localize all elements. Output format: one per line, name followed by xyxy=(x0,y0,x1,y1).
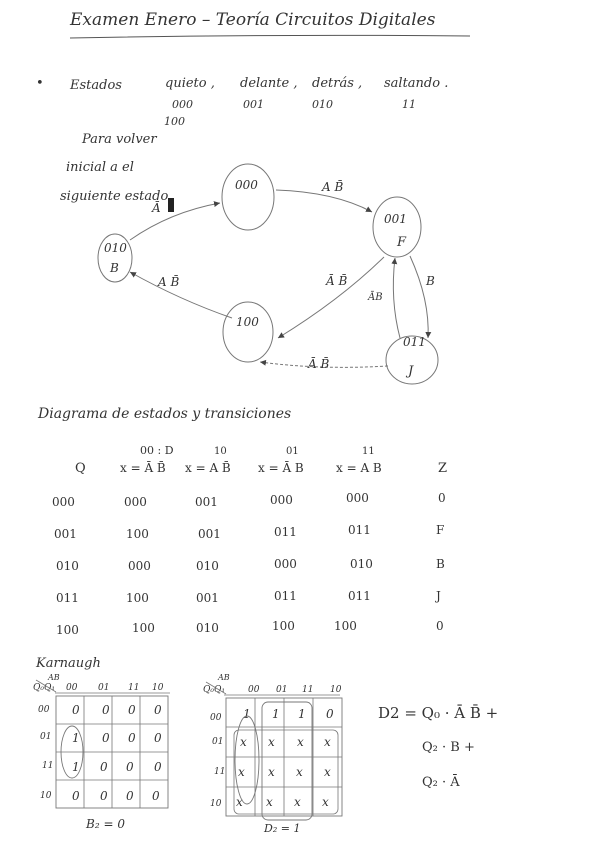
kmap1-caption: B₂ = 0 xyxy=(86,817,125,831)
kmap1-cell: 0 xyxy=(72,703,80,717)
bullet: • xyxy=(36,76,44,91)
kmap2-cell: x xyxy=(324,765,331,779)
kmap1-cell: 0 xyxy=(128,731,136,745)
saltando-code: 11 xyxy=(402,98,416,111)
table-cell: 000 xyxy=(124,495,147,509)
note-line-2: inicial a el xyxy=(66,160,134,175)
page-title: Examen Enero – Teoría Circuitos Digitales xyxy=(70,10,436,30)
table-cell: 100 xyxy=(126,527,149,541)
state-detras: detrás , xyxy=(312,76,363,91)
table-cell: 000 xyxy=(270,493,293,507)
table-cell: 000 xyxy=(128,559,151,573)
kmap1-col: 10 xyxy=(152,683,164,693)
table-cell: 001 xyxy=(198,527,221,541)
kmap1-cell: 0 xyxy=(154,731,162,745)
kmap1-cell: 0 xyxy=(72,789,80,803)
edge-label-a-bbar-2: A B̄ xyxy=(158,275,180,289)
table-cell: 100 xyxy=(126,591,149,605)
col-code-3: 01 xyxy=(286,446,299,457)
delante-code: 001 xyxy=(243,98,264,111)
table-cell: 011 xyxy=(56,591,79,605)
kmap2-cell: x xyxy=(322,795,329,809)
kmap2-cell: x xyxy=(294,795,301,809)
edge-label-abar-b: ĀB xyxy=(368,292,383,303)
header-z: Z xyxy=(438,461,448,476)
kmap1-row: 11 xyxy=(42,761,54,771)
col-code-2: 10 xyxy=(214,446,227,457)
kmap2-cells xyxy=(236,707,334,809)
header-x3: x = Ā B xyxy=(258,461,304,475)
table-cell: 000 xyxy=(274,557,297,571)
header-x4: x = A B xyxy=(336,461,382,475)
kmap1-cell: 1 xyxy=(72,760,80,774)
estados-label: Estados xyxy=(70,78,122,93)
state-name-j: J xyxy=(408,364,414,379)
kmap2-cell: x xyxy=(238,765,245,779)
equation-line-2: Q₂ · B + xyxy=(422,740,475,755)
quieto-code-1: 000 xyxy=(172,98,193,111)
kmap1-cell: 0 xyxy=(126,789,134,803)
col-code-1: 00 : D xyxy=(140,444,174,457)
header-q: Q xyxy=(75,461,86,476)
header-x2: x = A B̄ xyxy=(185,461,231,475)
kmap1-cells xyxy=(72,703,162,803)
kmap1-cell: 0 xyxy=(152,789,160,803)
table-cell: 010 xyxy=(196,559,219,573)
kmap1-cell: 0 xyxy=(126,760,134,774)
table-cell: F xyxy=(436,523,445,537)
karnaugh-title: Karnaugh xyxy=(36,656,101,671)
quieto-code-2: 100 xyxy=(164,115,185,128)
kmap2-cell: x xyxy=(268,735,275,749)
kmap2-cell: 1 xyxy=(243,707,251,721)
table-cell: 001 xyxy=(54,527,77,541)
table-cell: 000 xyxy=(52,495,75,509)
table-cell: 100 xyxy=(272,619,295,633)
kmap2-cell: 0 xyxy=(326,707,334,721)
kmap1-col: 01 xyxy=(98,683,110,693)
edge-label-abar-bbar-2: Ā B̄ xyxy=(308,357,330,371)
kmap2-caption: D₂ = 1 xyxy=(264,822,301,835)
equation-line-3: Q₂ · Ā xyxy=(422,775,460,790)
kmap2-cell: x xyxy=(297,735,304,749)
kmap2-cell: x xyxy=(268,765,275,779)
kmap1-corner: Q₀Q₁ xyxy=(33,683,55,693)
kmap2-corner: Q₀Q₁ xyxy=(203,685,225,695)
table-cell: 011 xyxy=(274,589,297,603)
equation-line-1: D2 = Q₀ · Ā B̄ + xyxy=(378,704,499,722)
table-cell: 010 xyxy=(196,621,219,635)
table-cell: 100 xyxy=(56,623,79,637)
kmap2-row: 11 xyxy=(214,767,226,777)
table-cell: 100 xyxy=(334,619,357,633)
kmap1-corner-top: AB xyxy=(48,673,60,682)
table-cell: 011 xyxy=(348,523,371,537)
table-cell: 011 xyxy=(348,589,371,603)
edge-label-a-bar: Ā xyxy=(152,201,161,215)
kmap1-col: 11 xyxy=(128,683,140,693)
kmap1-cell: 0 xyxy=(102,703,110,717)
kmap1-cell: 0 xyxy=(128,703,136,717)
kmap1-col: 00 xyxy=(66,683,78,693)
state-code-010: 010 xyxy=(104,241,127,255)
state-quieto: quieto , xyxy=(165,76,215,91)
kmap1-row: 01 xyxy=(40,732,52,742)
table-cell: 001 xyxy=(196,591,219,605)
kmap2-cell: x xyxy=(236,795,243,809)
table-cell: B xyxy=(436,557,445,571)
edge-label-b: B xyxy=(426,274,435,288)
kmap2-cell: x xyxy=(266,795,273,809)
kmap1-row: 10 xyxy=(40,791,52,801)
table-title: Diagrama de estados y transiciones xyxy=(38,406,292,422)
kmap2-row: 01 xyxy=(212,737,224,747)
detras-code: 010 xyxy=(312,98,333,111)
kmap2-col: 00 xyxy=(248,685,260,695)
state-name-f: F xyxy=(397,235,407,250)
state-delante: delante , xyxy=(240,76,298,91)
kmap2-row: 10 xyxy=(210,799,222,809)
kmap2-cell: 1 xyxy=(298,707,306,721)
kmap1-cell: 1 xyxy=(72,731,80,745)
header-x1: x = Ā B̄ xyxy=(120,461,166,475)
kmap2-cell: x xyxy=(240,735,247,749)
kmap2-cell: x xyxy=(324,735,331,749)
edge-label-a-bbar: A B̄ xyxy=(322,180,344,194)
kmap1-cell: 0 xyxy=(100,789,108,803)
kmap2-cell: 1 xyxy=(272,707,280,721)
state-code-100: 100 xyxy=(236,315,259,329)
kmap2-row: 00 xyxy=(210,713,222,723)
kmap2-corner-top: AB xyxy=(218,673,230,682)
table-cell: 000 xyxy=(346,491,369,505)
table-cell: 011 xyxy=(274,525,297,539)
table-cell: 0 xyxy=(438,491,446,505)
kmap1-cell: 0 xyxy=(154,703,162,717)
note-line-3: siguiente estado xyxy=(60,189,169,204)
table-cell: J xyxy=(436,589,441,603)
edge-label-abar-bbar: Ā B̄ xyxy=(326,274,348,288)
note-line-1: Para volver xyxy=(82,132,157,147)
table-cell: 0 xyxy=(436,619,444,633)
kmap1-cell: 0 xyxy=(102,731,110,745)
state-saltando: saltando . xyxy=(384,76,449,91)
kmap2-col: 11 xyxy=(302,685,314,695)
kmap1-cell: 0 xyxy=(154,760,162,774)
table-cell: 001 xyxy=(195,495,218,509)
state-code-000: 000 xyxy=(235,178,258,192)
table-cell: 100 xyxy=(132,621,155,635)
state-code-011: 011 xyxy=(403,335,426,349)
kmap2-col: 10 xyxy=(330,685,342,695)
col-code-4: 11 xyxy=(362,446,375,457)
kmap1-row: 00 xyxy=(38,705,50,715)
state-code-001: 001 xyxy=(384,212,407,226)
kmap2-cell: x xyxy=(296,765,303,779)
state-name-b: B xyxy=(110,261,119,275)
table-cell: 010 xyxy=(350,557,373,571)
kmap2-col: 01 xyxy=(276,685,288,695)
kmap1-cell: 0 xyxy=(100,760,108,774)
table-cell: 010 xyxy=(56,559,79,573)
